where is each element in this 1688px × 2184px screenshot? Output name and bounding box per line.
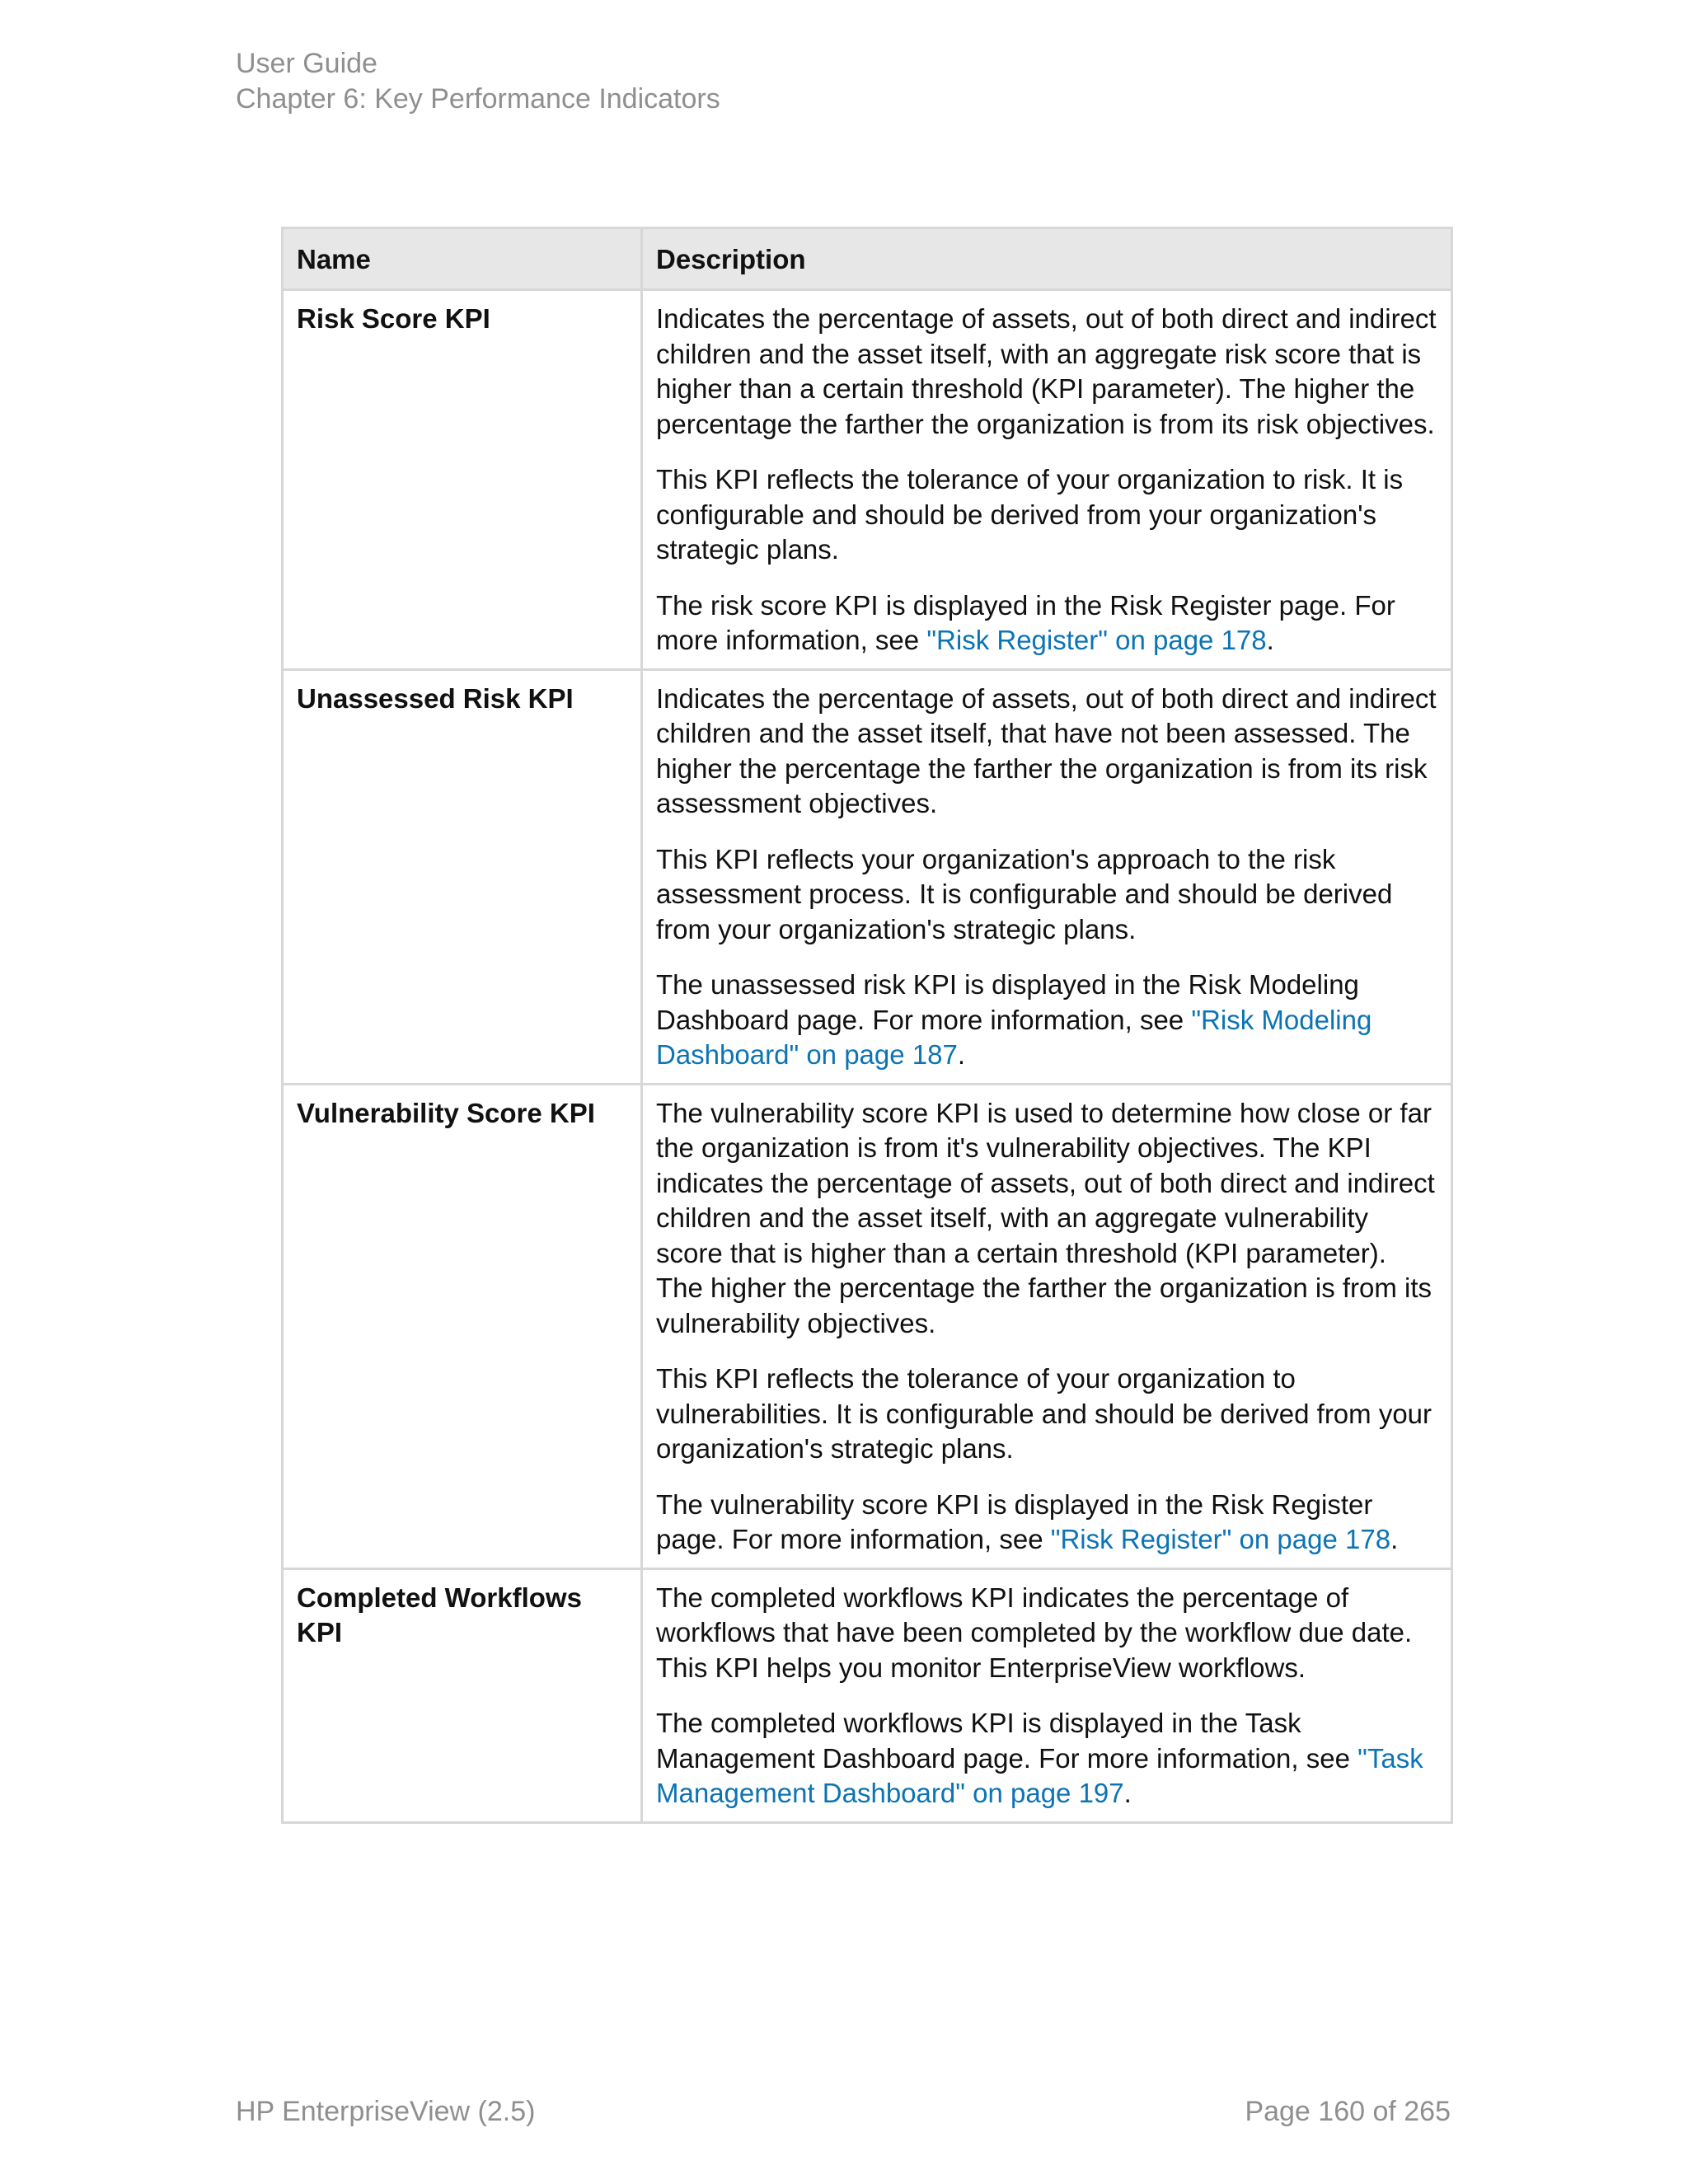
- reference-text: The completed workflows KPI is displayed in the Task Management Dashboard page. For more information, see: [656, 1708, 1358, 1774]
- table-row: [283, 1568, 1452, 1822]
- kpi-table: [281, 227, 1453, 1824]
- description-paragraph: This KPI reflects the tolerance of your organization to vulnerabilities. It is configurable and should be derived from your organization's strategic plans.: [656, 1363, 1432, 1464]
- table-row: [283, 669, 1452, 1084]
- description-paragraph: [656, 588, 1437, 658]
- reference-punctuation: .: [1123, 1778, 1132, 1808]
- kpi-name: Completed Workflows KPI: [283, 1568, 642, 1822]
- description-paragraph: The completed workflows KPI indicates the percentage of workflows that have been completed by the workflow due date. This KPI helps you monitor EnterpriseView workflows.: [656, 1582, 1413, 1683]
- task-management-dashboard-link[interactable]: "Task Management Dashboard" on page 197: [656, 1742, 1423, 1808]
- reference-punctuation: .: [1390, 1524, 1399, 1554]
- kpi-description: [642, 669, 1452, 1084]
- description-paragraph: The vulnerability score KPI is used to determine how close or far the organization is from it's vulnerability objectives. The KPI indicates the percentage of assets, out of both direct and indirect children and the asset itself, with an aggregate vulnerability score that is higher than a certain threshold (KPI parameter). The higher the percentage the farther the organization is from its vulnerability objectives.: [656, 1097, 1435, 1338]
- risk-modeling-dashboard-link[interactable]: "Risk Modeling Dashboard" on page 187: [656, 1004, 1372, 1070]
- kpi-description: [642, 1084, 1452, 1568]
- kpi-name: Vulnerability Score KPI: [283, 1084, 642, 1568]
- risk-register-link[interactable]: "Risk Register" on page 178: [926, 625, 1267, 655]
- name-column-header: Name: [283, 228, 642, 290]
- reference-punctuation: .: [1266, 625, 1274, 655]
- guide-title: User Guide: [236, 48, 377, 79]
- table-row: [283, 290, 1452, 670]
- kpi-description: [642, 1568, 1452, 1822]
- reference-text: The vulnerability score KPI is displayed in the Risk Register page. For more information, see: [656, 1488, 1373, 1554]
- kpi-description: [642, 290, 1452, 670]
- table-header-row: [283, 228, 1452, 290]
- footer-product: HP EnterpriseView (2.5): [236, 2096, 536, 2127]
- description-paragraph: Indicates the percentage of assets, out of both direct and indirect children and the asset itself, with an aggregate risk score that is higher than a certain threshold (KPI parameter). The higher the percentage the farther the organization is from its risk objectives.: [656, 303, 1437, 439]
- description-paragraph: [656, 1488, 1437, 1558]
- description-paragraph: This KPI reflects the tolerance of your organization to risk. It is configurable and should be derived from your organization's strategic plans.: [656, 464, 1404, 565]
- description-column-header: Description: [642, 228, 1452, 290]
- page-number: Page 160 of 265: [1245, 2096, 1451, 2127]
- chapter-title: Chapter 6: Key Performance Indicators: [236, 83, 720, 115]
- reference-text: The unassessed risk KPI is displayed in the Risk Modeling Dashboard page. For more information, see: [656, 969, 1359, 1035]
- description-paragraph: This KPI reflects your organization's approach to the risk assessment process. It is configurable and should be derived from your organization's strategic plans.: [656, 843, 1393, 944]
- table-row: [283, 1084, 1452, 1568]
- reference-text: The risk score KPI is displayed in the Risk Register page. For more information, see: [656, 589, 1395, 655]
- running-header: [236, 46, 720, 117]
- description-paragraph: [656, 968, 1437, 1073]
- description-paragraph: [656, 1706, 1437, 1811]
- kpi-name: Risk Score KPI: [283, 290, 642, 670]
- risk-register-link[interactable]: "Risk Register" on page 178: [1050, 1524, 1391, 1554]
- description-paragraph: Indicates the percentage of assets, out of both direct and indirect children and the asset itself, that have not been assessed. The higher the percentage the farther the organization is from its risk assessment objectives.: [656, 682, 1437, 818]
- kpi-name: Unassessed Risk KPI: [283, 669, 642, 1084]
- reference-punctuation: .: [957, 1039, 966, 1070]
